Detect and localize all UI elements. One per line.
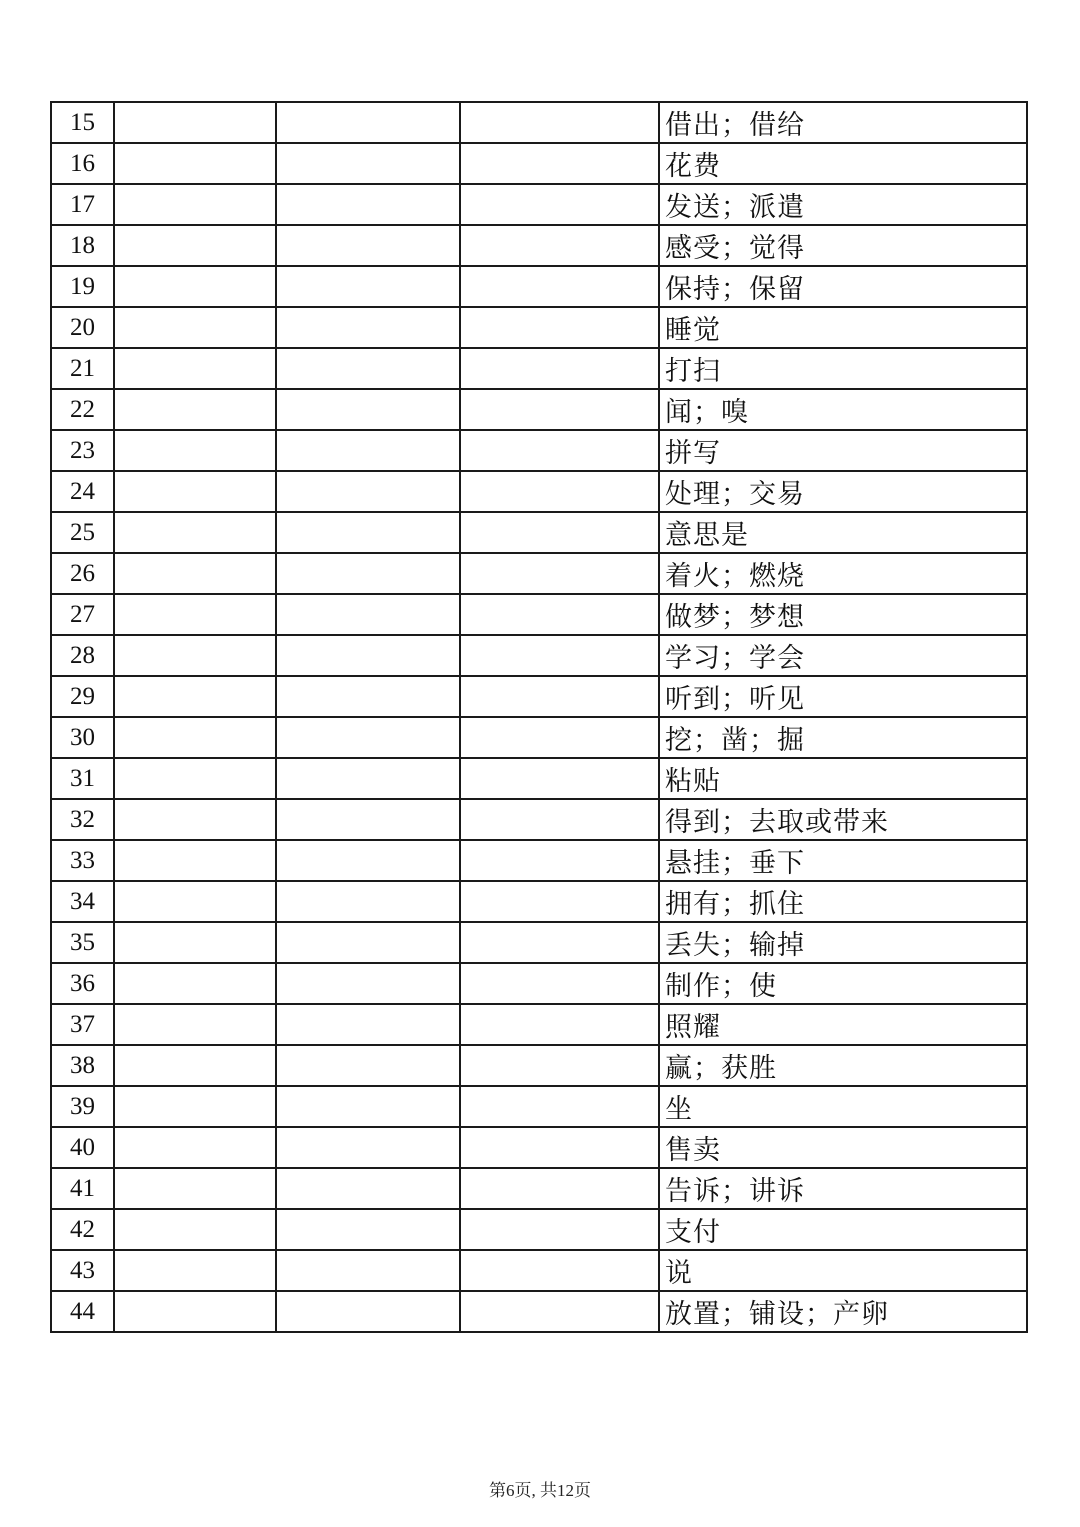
past-participle-answer-cell[interactable] [460, 1250, 659, 1291]
word-answer-cell[interactable] [114, 266, 276, 307]
word-answer-cell[interactable] [114, 840, 276, 881]
past-participle-answer-cell[interactable] [460, 799, 659, 840]
chinese-meaning-cell: 做梦；梦想 [659, 594, 1027, 635]
past-participle-answer-cell[interactable] [460, 553, 659, 594]
past-participle-answer-cell[interactable] [460, 676, 659, 717]
chinese-meaning-cell: 照耀 [659, 1004, 1027, 1045]
table-row [51, 1127, 1027, 1168]
table-row [51, 553, 1027, 594]
past-tense-answer-cell[interactable] [276, 1168, 460, 1209]
past-tense-answer-cell[interactable] [276, 881, 460, 922]
chinese-meaning-cell: 告诉；讲诉 [659, 1168, 1027, 1209]
past-participle-answer-cell[interactable] [460, 594, 659, 635]
row-number-cell: 25 [51, 512, 114, 553]
chinese-meaning-cell: 借出；借给 [659, 102, 1027, 143]
chinese-meaning-cell: 售卖 [659, 1127, 1027, 1168]
past-participle-answer-cell[interactable] [460, 471, 659, 512]
past-tense-answer-cell[interactable] [276, 717, 460, 758]
past-tense-answer-cell[interactable] [276, 1127, 460, 1168]
row-number-cell: 33 [51, 840, 114, 881]
past-participle-answer-cell[interactable] [460, 1168, 659, 1209]
word-answer-cell[interactable] [114, 922, 276, 963]
chinese-meaning-cell: 着火；燃烧 [659, 553, 1027, 594]
past-tense-answer-cell[interactable] [276, 512, 460, 553]
table-row [51, 1086, 1027, 1127]
past-participle-answer-cell[interactable] [460, 758, 659, 799]
past-tense-answer-cell[interactable] [276, 676, 460, 717]
past-tense-answer-cell[interactable] [276, 1045, 460, 1086]
past-participle-answer-cell[interactable] [460, 1291, 659, 1332]
chinese-meaning-cell: 制作；使 [659, 963, 1027, 1004]
chinese-meaning-cell: 感受；觉得 [659, 225, 1027, 266]
word-answer-cell[interactable] [114, 1209, 276, 1250]
past-participle-answer-cell[interactable] [460, 1045, 659, 1086]
past-tense-answer-cell[interactable] [276, 184, 460, 225]
past-participle-answer-cell[interactable] [460, 1086, 659, 1127]
word-answer-cell[interactable] [114, 799, 276, 840]
chinese-meaning-cell: 支付 [659, 1209, 1027, 1250]
chinese-meaning-cell: 拼写 [659, 430, 1027, 471]
row-number-cell: 29 [51, 676, 114, 717]
word-answer-cell[interactable] [114, 553, 276, 594]
vocabulary-table [50, 101, 1028, 1333]
table-row [51, 799, 1027, 840]
table-row [51, 717, 1027, 758]
row-number-cell: 22 [51, 389, 114, 430]
past-participle-answer-cell[interactable] [460, 881, 659, 922]
word-answer-cell[interactable] [114, 758, 276, 799]
past-participle-answer-cell[interactable] [460, 963, 659, 1004]
table-row [51, 635, 1027, 676]
row-number-cell: 34 [51, 881, 114, 922]
row-number-cell: 18 [51, 225, 114, 266]
word-answer-cell[interactable] [114, 676, 276, 717]
past-tense-answer-cell[interactable] [276, 430, 460, 471]
row-number-cell: 15 [51, 102, 114, 143]
past-tense-answer-cell[interactable] [276, 348, 460, 389]
past-tense-answer-cell[interactable] [276, 307, 460, 348]
row-number-cell: 41 [51, 1168, 114, 1209]
word-answer-cell[interactable] [114, 184, 276, 225]
row-number-cell: 43 [51, 1250, 114, 1291]
table-row [51, 758, 1027, 799]
row-number-cell: 28 [51, 635, 114, 676]
page-number-footer: 第6页, 共12页 [489, 1481, 591, 1500]
row-number-cell: 31 [51, 758, 114, 799]
chinese-meaning-cell: 粘贴 [659, 758, 1027, 799]
table-row [51, 594, 1027, 635]
chinese-meaning-cell: 发送；派遣 [659, 184, 1027, 225]
chinese-meaning-cell: 闻；嗅 [659, 389, 1027, 430]
word-answer-cell[interactable] [114, 963, 276, 1004]
chinese-meaning-cell: 得到；去取或带来 [659, 799, 1027, 840]
table-row [51, 1045, 1027, 1086]
chinese-meaning-cell: 放置；铺设；产卵 [659, 1291, 1027, 1332]
row-number-cell: 26 [51, 553, 114, 594]
table-row [51, 512, 1027, 553]
word-answer-cell[interactable] [114, 307, 276, 348]
word-answer-cell[interactable] [114, 102, 276, 143]
chinese-meaning-cell: 打扫 [659, 348, 1027, 389]
past-tense-answer-cell[interactable] [276, 963, 460, 1004]
past-tense-answer-cell[interactable] [276, 1086, 460, 1127]
word-answer-cell[interactable] [114, 430, 276, 471]
past-participle-answer-cell[interactable] [460, 143, 659, 184]
chinese-meaning-cell: 保持；保留 [659, 266, 1027, 307]
word-answer-cell[interactable] [114, 1168, 276, 1209]
past-tense-answer-cell[interactable] [276, 102, 460, 143]
table-row [51, 1168, 1027, 1209]
past-tense-answer-cell[interactable] [276, 1004, 460, 1045]
word-answer-cell[interactable] [114, 389, 276, 430]
past-participle-answer-cell[interactable] [460, 840, 659, 881]
row-number-cell: 19 [51, 266, 114, 307]
past-tense-answer-cell[interactable] [276, 389, 460, 430]
table-row [51, 676, 1027, 717]
chinese-meaning-cell: 挖；凿；掘 [659, 717, 1027, 758]
past-tense-answer-cell[interactable] [276, 1250, 460, 1291]
word-answer-cell[interactable] [114, 717, 276, 758]
past-tense-answer-cell[interactable] [276, 553, 460, 594]
past-participle-answer-cell[interactable] [460, 635, 659, 676]
chinese-meaning-cell: 坐 [659, 1086, 1027, 1127]
past-participle-answer-cell[interactable] [460, 1004, 659, 1045]
chinese-meaning-cell: 赢；获胜 [659, 1045, 1027, 1086]
row-number-cell: 16 [51, 143, 114, 184]
past-participle-answer-cell[interactable] [460, 307, 659, 348]
table-row [51, 840, 1027, 881]
chinese-meaning-cell: 处理；交易 [659, 471, 1027, 512]
vocabulary-table-body [51, 102, 1027, 1332]
table-row [51, 143, 1027, 184]
past-tense-answer-cell[interactable] [276, 143, 460, 184]
past-tense-answer-cell[interactable] [276, 225, 460, 266]
chinese-meaning-cell: 意思是 [659, 512, 1027, 553]
table-row [51, 184, 1027, 225]
table-row [51, 102, 1027, 143]
chinese-meaning-cell: 说 [659, 1250, 1027, 1291]
row-number-cell: 20 [51, 307, 114, 348]
past-participle-answer-cell[interactable] [460, 225, 659, 266]
table-row [51, 471, 1027, 512]
table-row [51, 430, 1027, 471]
row-number-cell: 35 [51, 922, 114, 963]
word-answer-cell[interactable] [114, 512, 276, 553]
row-number-cell: 42 [51, 1209, 114, 1250]
table-row [51, 922, 1027, 963]
table-row [51, 963, 1027, 1004]
past-tense-answer-cell[interactable] [276, 471, 460, 512]
chinese-meaning-cell: 学习；学会 [659, 635, 1027, 676]
past-participle-answer-cell[interactable] [460, 389, 659, 430]
word-answer-cell[interactable] [114, 635, 276, 676]
chinese-meaning-cell: 睡觉 [659, 307, 1027, 348]
row-number-cell: 40 [51, 1127, 114, 1168]
row-number-cell: 44 [51, 1291, 114, 1332]
past-tense-answer-cell[interactable] [276, 594, 460, 635]
word-answer-cell[interactable] [114, 1250, 276, 1291]
table-row [51, 307, 1027, 348]
row-number-cell: 36 [51, 963, 114, 1004]
past-tense-answer-cell[interactable] [276, 758, 460, 799]
past-tense-answer-cell[interactable] [276, 799, 460, 840]
row-number-cell: 30 [51, 717, 114, 758]
row-number-cell: 27 [51, 594, 114, 635]
chinese-meaning-cell: 拥有；抓住 [659, 881, 1027, 922]
word-answer-cell[interactable] [114, 225, 276, 266]
past-tense-answer-cell[interactable] [276, 922, 460, 963]
table-row [51, 1291, 1027, 1332]
chinese-meaning-cell: 听到；听见 [659, 676, 1027, 717]
row-number-cell: 24 [51, 471, 114, 512]
past-tense-answer-cell[interactable] [276, 635, 460, 676]
row-number-cell: 21 [51, 348, 114, 389]
word-answer-cell[interactable] [114, 881, 276, 922]
table-row [51, 225, 1027, 266]
word-answer-cell[interactable] [114, 348, 276, 389]
word-answer-cell[interactable] [114, 471, 276, 512]
word-answer-cell[interactable] [114, 594, 276, 635]
past-participle-answer-cell[interactable] [460, 1127, 659, 1168]
word-answer-cell[interactable] [114, 1045, 276, 1086]
table-row [51, 389, 1027, 430]
row-number-cell: 17 [51, 184, 114, 225]
table-row [51, 348, 1027, 389]
past-participle-answer-cell[interactable] [460, 266, 659, 307]
past-tense-answer-cell[interactable] [276, 1209, 460, 1250]
table-row [51, 1209, 1027, 1250]
past-tense-answer-cell[interactable] [276, 1291, 460, 1332]
table-row [51, 1250, 1027, 1291]
chinese-meaning-cell: 丢失；输掉 [659, 922, 1027, 963]
chinese-meaning-cell: 悬挂；垂下 [659, 840, 1027, 881]
row-number-cell: 38 [51, 1045, 114, 1086]
word-answer-cell[interactable] [114, 1086, 276, 1127]
past-participle-answer-cell[interactable] [460, 512, 659, 553]
word-answer-cell[interactable] [114, 1127, 276, 1168]
past-participle-answer-cell[interactable] [460, 184, 659, 225]
row-number-cell: 23 [51, 430, 114, 471]
table-row [51, 881, 1027, 922]
table-row [51, 266, 1027, 307]
table-row [51, 1004, 1027, 1045]
chinese-meaning-cell: 花费 [659, 143, 1027, 184]
past-participle-answer-cell[interactable] [460, 430, 659, 471]
row-number-cell: 32 [51, 799, 114, 840]
past-participle-answer-cell[interactable] [460, 102, 659, 143]
row-number-cell: 39 [51, 1086, 114, 1127]
past-participle-answer-cell[interactable] [460, 348, 659, 389]
past-tense-answer-cell[interactable] [276, 266, 460, 307]
past-participle-answer-cell[interactable] [460, 717, 659, 758]
past-participle-answer-cell[interactable] [460, 1209, 659, 1250]
word-answer-cell[interactable] [114, 1004, 276, 1045]
word-answer-cell[interactable] [114, 143, 276, 184]
past-participle-answer-cell[interactable] [460, 922, 659, 963]
row-number-cell: 37 [51, 1004, 114, 1045]
word-answer-cell[interactable] [114, 1291, 276, 1332]
past-tense-answer-cell[interactable] [276, 840, 460, 881]
